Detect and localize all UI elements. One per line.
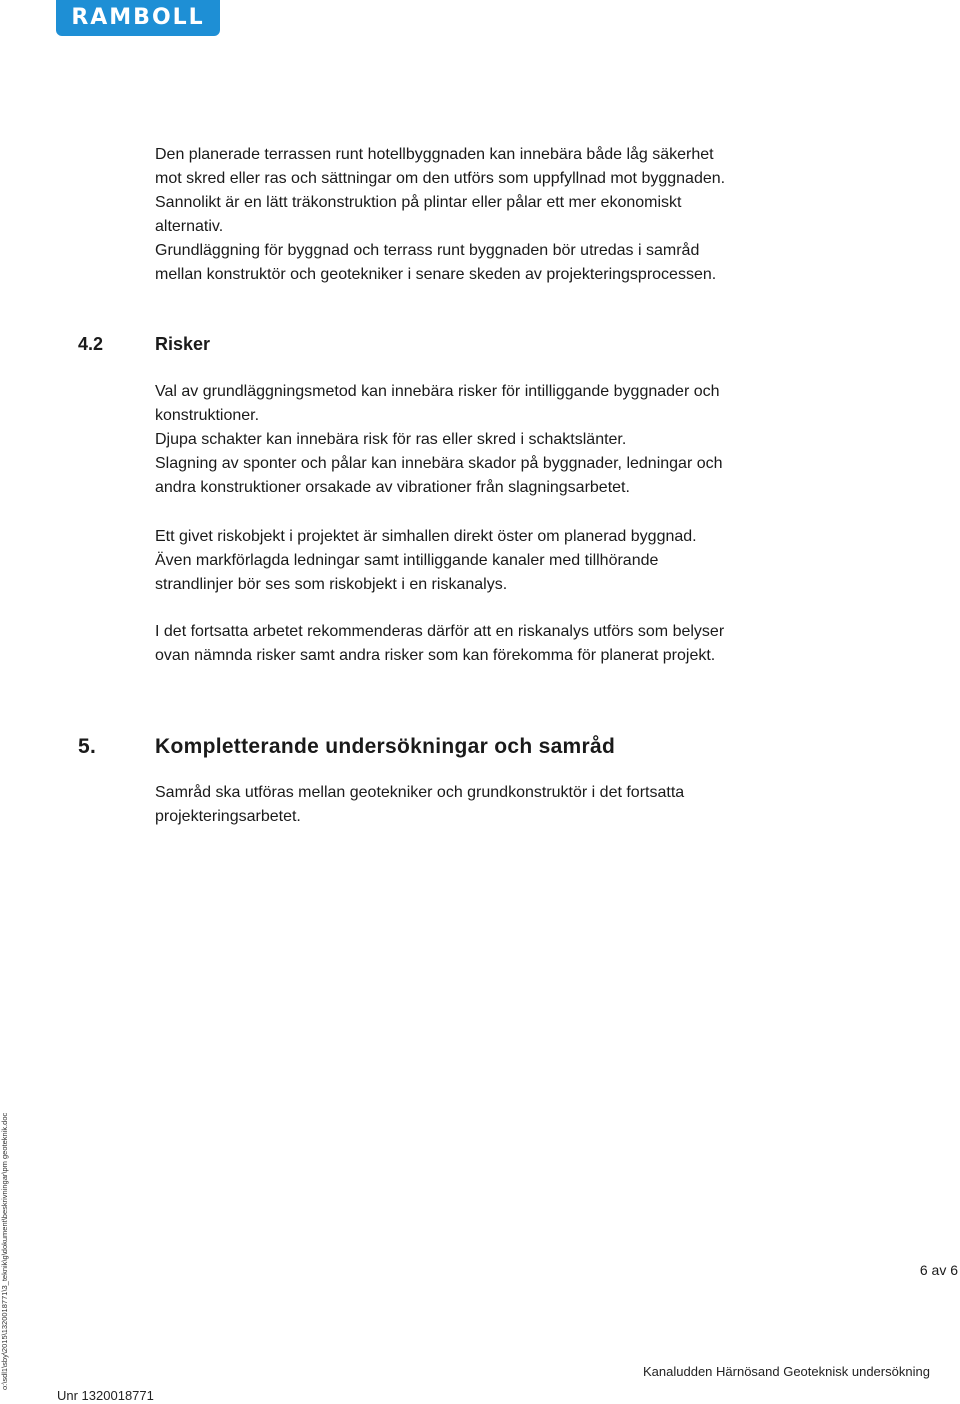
risk-line: konstruktioner. — [155, 407, 260, 424]
risk-line: Djupa schakter kan innebära risk för ras eller skred i schaktslänter. — [155, 431, 627, 448]
document-title: Kanaludden Härnösand Geoteknisk undersökning — [643, 1364, 930, 1379]
intro-line: mellan konstruktör och geotekniker i senare skeden av projekteringsprocessen. — [155, 266, 717, 283]
file-path-text: o:\sdl1\sby\2015\1320018771\3_teknik\g\dokument\beskrivningar\pm geoteknik.doc — [0, 1112, 9, 1390]
intro-line: mot skred eller ras och sättningar om den utförs som uppfyllnad mot byggnaden. — [155, 170, 726, 187]
risk-paragraph-3 — [155, 620, 895, 668]
page-number: 6 av 6 — [919, 1262, 958, 1278]
intro-line: Sannolikt är en lätt träkonstruktion på plintar eller pålar ett mer ekonomiskt — [155, 194, 682, 211]
risk-line: ovan nämnda risker samt andra risker som kan förekomma för planerat projekt. — [155, 647, 716, 664]
section-4-2-number: 4.2 — [78, 334, 104, 354]
section-4-2-title: Risker — [155, 334, 211, 354]
risk-paragraph-1 — [155, 380, 895, 500]
section-5-paragraph — [155, 781, 895, 829]
intro-paragraph — [155, 143, 895, 287]
risk-line: andra konstruktioner orsakade av vibrationer från slagningsarbetet. — [155, 479, 630, 496]
risk-line: strandlinjer bör ses som riskobjekt i en riskanalys. — [155, 576, 508, 593]
risk-line: I det fortsatta arbetet rekommenderas därför att en riskanalys utförs som belyser — [155, 623, 725, 640]
intro-line: alternativ. — [155, 218, 224, 235]
section-5-number: 5. — [78, 735, 97, 758]
section-5-line: projekteringsarbetet. — [155, 808, 301, 825]
risk-line: Även markförlagda ledningar samt intilliggande kanaler med tillhörande — [155, 552, 659, 569]
intro-line: Grundläggning för byggnad och terrass runt byggnaden bör utredas i samråd — [155, 242, 700, 259]
risk-line: Slagning av sponter och pålar kan innebära skador på byggnader, ledningar och — [155, 455, 723, 472]
ramboll-logo — [56, 0, 220, 36]
project-number: Unr 1320018771 — [57, 1388, 154, 1403]
intro-line: Den planerade terrassen runt hotellbyggnaden kan innebära både låg säkerhet — [155, 146, 714, 163]
section-5-line: Samråd ska utföras mellan geotekniker och grundkonstruktör i det fortsatta — [155, 784, 685, 801]
risk-paragraph-2 — [155, 525, 895, 597]
section-5-title: Kompletterande undersökningar och samråd — [155, 735, 616, 758]
risk-line: Val av grundläggningsmetod kan innebära risker för intilliggande byggnader och — [155, 383, 720, 400]
file-path-margin — [0, 1060, 11, 1390]
logo-text: RAMBOLL — [71, 5, 205, 30]
risk-line: Ett givet riskobjekt i projektet är simhallen direkt öster om planerad byggnad. — [155, 528, 697, 545]
